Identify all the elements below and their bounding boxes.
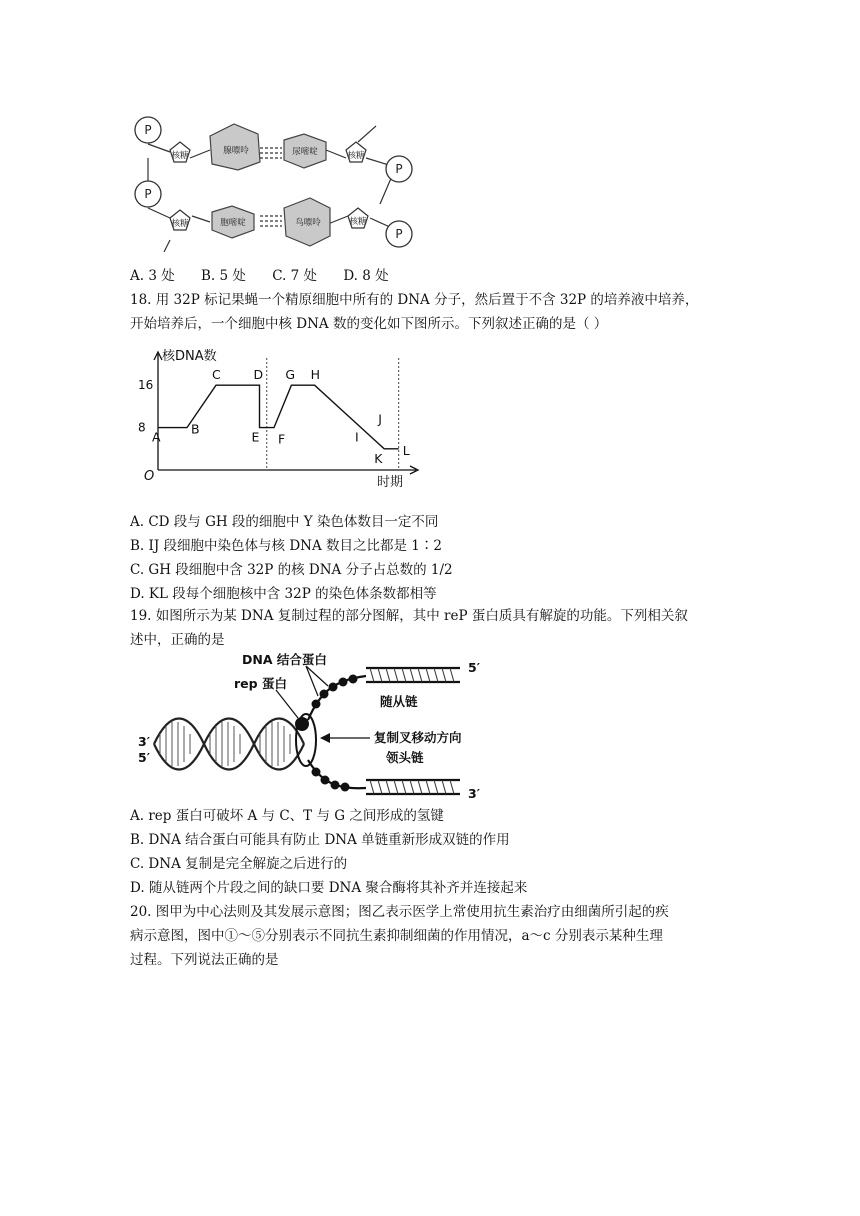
q19-option-d: D. 随从链两个片段之间的缺口要 DNA 聚合酶将其补齐并连接起来 <box>130 880 528 896</box>
q20-stem-line3: 过程。下列说法正确的是 <box>130 952 279 968</box>
binding-protein-bead <box>349 675 358 684</box>
nucleotide-structure-figure <box>126 112 426 262</box>
dna-binding-protein-label: DNA 结合蛋白 <box>242 652 327 667</box>
hydrogen-bond <box>260 148 282 158</box>
helix-strand <box>154 719 304 770</box>
q20-stem-line2: 病示意图，图中①～⑤分别表示不同抗生素抑制细菌的作用情况，a～c 分别表示某种生理 <box>130 928 663 944</box>
base-label: 腺嘌呤 <box>223 146 249 156</box>
base-label: 胞嘧啶 <box>220 218 246 228</box>
binding-protein-bead <box>331 781 340 790</box>
backbone-line <box>148 144 170 152</box>
backbone-line <box>148 208 170 218</box>
backbone-line <box>358 126 376 142</box>
binding-protein-bead <box>339 678 348 687</box>
option-c: C. 7 处 <box>272 268 318 284</box>
backbone-line <box>328 216 348 224</box>
backbone-line <box>164 240 170 252</box>
upper-hatching <box>370 668 454 682</box>
option-b: B. 5 处 <box>201 268 246 284</box>
point-label-d: D <box>253 367 264 383</box>
backbone-line <box>192 216 210 222</box>
point-label-c: C <box>212 367 221 383</box>
binding-protein-bead <box>341 783 350 792</box>
sugar-label: 核糖 <box>171 219 189 229</box>
end-3-bottom-label: 3′ <box>468 786 480 800</box>
backbone-line <box>326 150 346 158</box>
q19-option-c: C. DNA 复制是完全解旋之后进行的 <box>130 856 348 872</box>
helix-strand <box>154 719 304 770</box>
option-d: D. 8 处 <box>343 268 389 284</box>
point-label-a: A <box>152 429 161 445</box>
q18-option-c: C. GH 段细胞中含 32P 的核 DNA 分子占总数的 1/2 <box>130 562 453 578</box>
point-label-e: E <box>251 429 260 445</box>
upper-fork-arm <box>308 676 366 720</box>
q19-option-b: B. DNA 结合蛋白可能具有防止 DNA 单链重新形成双链的作用 <box>130 832 510 848</box>
binding-protein-bead <box>312 700 321 709</box>
q18-option-d: D. KL 段每个细胞核中含 32P 的染色体条数都相等 <box>130 586 437 602</box>
dna-count-chart <box>134 340 424 492</box>
backbone-line <box>380 176 392 204</box>
lower-hatching <box>370 780 454 794</box>
binding-protein-bead <box>312 768 321 777</box>
point-label-h: H <box>310 367 321 383</box>
sugar-label: 核糖 <box>347 151 365 161</box>
y-axis-label: 核DNA数 <box>162 349 217 364</box>
end-5-top-label: 5′ <box>468 660 480 675</box>
phosphate-label: P <box>144 123 152 137</box>
sugar-label: 核糖 <box>349 217 367 227</box>
phosphate-label: P <box>395 227 403 241</box>
phosphate-label: P <box>395 162 403 176</box>
origin-label: O <box>144 469 155 484</box>
base-label: 尿嘧啶 <box>292 147 318 157</box>
arrow-head <box>320 733 330 743</box>
option-a: A. 3 处 <box>130 268 175 284</box>
point-label-k: K <box>374 450 383 466</box>
binding-protein-bead <box>320 690 329 699</box>
q18-stem-line2: 开始培养后，一个细胞中核 DNA 数的变化如下图所示。下列叙述正确的是（ ） <box>130 316 608 332</box>
sugar-label: 核糖 <box>171 151 189 161</box>
rep-protein-dot <box>295 717 309 731</box>
phosphate-label: P <box>144 187 152 201</box>
q18-option-a: A. CD 段与 GH 段的细胞中 Y 染色体数目一定不同 <box>130 514 439 530</box>
point-label-g: G <box>285 367 296 383</box>
point-label-f: F <box>278 431 286 447</box>
base-label: 鸟嘌呤 <box>295 218 321 228</box>
q19-stem-line1: 19. 如图所示为某 DNA 复制过程的部分图解，其中 reP 蛋白质具有解旋的功能。下列相关叙 <box>130 608 688 624</box>
q20-stem-line1: 20. 图甲为中心法则及其发展示意图；图乙表示医学上常使用抗生素治疗由细菌所引起的疾 <box>130 904 669 920</box>
y-tick-label: 16 <box>138 378 154 393</box>
point-label-i: I <box>355 429 359 445</box>
rep-protein-label: rep 蛋白 <box>234 676 287 691</box>
q18-stem-line1: 18. 用 32P 标记果蝇一个精原细胞中所有的 DNA 分子，然后置于不含 32P 的培养液中培养， <box>130 292 699 308</box>
x-axis-label: 时期 <box>377 475 404 490</box>
binding-protein-bead <box>329 683 338 692</box>
base-pair-rungs <box>160 722 290 766</box>
hydrogen-bond <box>260 216 282 226</box>
end-5-left-label: 5′ <box>138 750 150 765</box>
q19-option-a: A. rep 蛋白可破坏 A 与 C、T 与 G 之间形成的氢键 <box>130 808 444 824</box>
fork-direction-label: 复制叉移动方向 <box>374 730 462 745</box>
lagging-strand-label: 随从链 <box>380 694 418 709</box>
point-label-b: B <box>191 421 200 437</box>
q18-option-b: B. IJ 段细胞中染色体与核 DNA 数目之比都是 1∶2 <box>130 538 442 554</box>
backbone-line <box>190 150 210 158</box>
q17-options <box>130 266 411 286</box>
binding-protein-bead <box>321 776 330 785</box>
replication-fork-figure <box>130 648 500 800</box>
rep-pointer <box>276 690 298 718</box>
y-tick-label: 8 <box>138 420 146 435</box>
leading-strand-label: 领头链 <box>386 750 424 765</box>
point-label-l: L <box>402 442 410 458</box>
end-3-left-label: 3′ <box>138 734 150 749</box>
point-label-j: J <box>378 411 382 427</box>
q19-stem-line2: 述中，正确的是 <box>130 632 225 648</box>
